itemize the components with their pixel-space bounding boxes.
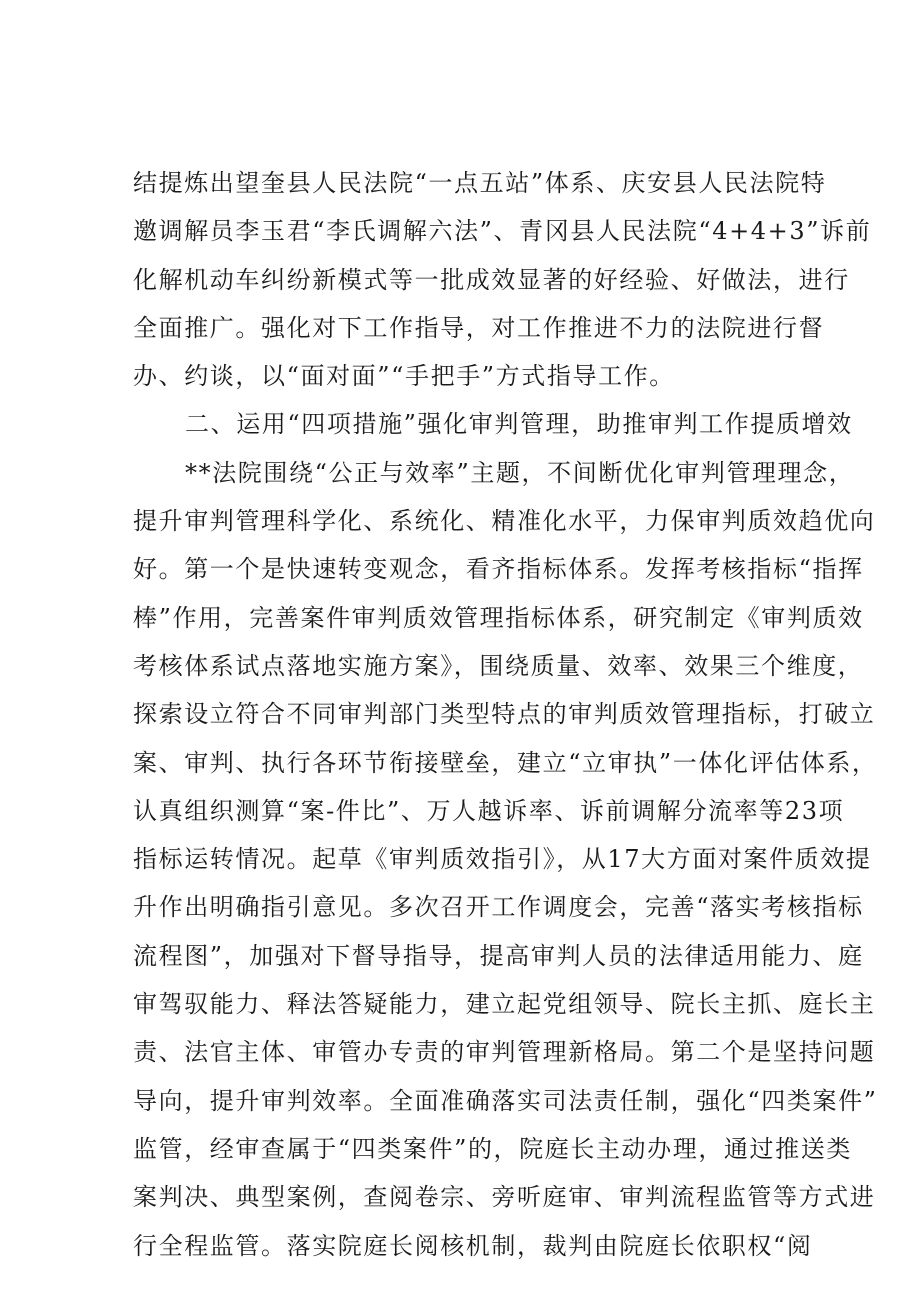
text-line: 棒”作用，完善案件审判质效管理指标体系，研究制定《审判质效 — [133, 603, 864, 632]
text-line: 邀调解员李玉君“李氏调解六法”、青冈县人民法院“4+4+3”诉前 — [133, 217, 872, 246]
text-line: 好。第一个是快速转变观念，看齐指标体系。发挥考核指标“指挥 — [133, 555, 864, 584]
text-line: 审驾驭能力、释法答疑能力，建立起党组领导、院长主抓、庭长主 — [133, 990, 876, 1019]
text-line: 探索设立符合不同审判部门类型特点的审判质效管理指标，打破立 — [133, 700, 876, 729]
section-heading: 二、运用“四项措施”强化审判管理，助推审判工作提质增效 — [185, 410, 853, 439]
text-line: 导向，提升审判效率。全面准确落实司法责任制，强化“四类案件” — [133, 1086, 878, 1115]
text-line: 全面推广。强化对下工作指导，对工作推进不力的法院进行督 — [133, 313, 825, 342]
text-line: 认真组织测算“案-件比”、万人越诉率、诉前调解分流率等23项 — [133, 796, 845, 825]
paragraph-2 — [133, 453, 878, 1274]
text-line: **法院围绕“公正与效率”主题，不间断优化审判管理理念， — [185, 458, 855, 487]
text-line: 结提炼出望奎县人民法院“一点五站”体系、庆安县人民法院特 — [133, 169, 827, 197]
text-line: 升作出明确指引意见。多次召开工作调度会，完善“落实考核指标 — [133, 893, 864, 922]
text-line: 监管，经审查属于“四类案件”的，院庭长主动办理，通过推送类 — [133, 1134, 852, 1163]
text-line: 化解机动车纠纷新模式等一批成效显著的好经验、好做法，进行 — [133, 265, 850, 294]
paragraph-1 — [133, 163, 872, 404]
document-body — [133, 163, 878, 1274]
text-line: 办、约谈，以“面对面”“手把手”方式指导工作。 — [133, 362, 675, 391]
text-line: 指标运转情况。起草《审判质效指引》，从17大方面对案件质效提 — [133, 845, 872, 874]
text-line: 责、法官主体、审管办专责的审判管理新格局。第二个是坚持问题 — [133, 1038, 876, 1067]
text-line: 流程图”，加强对下督导指导，提高审判人员的法律适用能力、庭 — [133, 941, 864, 970]
text-line: 考核体系试点落地实施方案》，围绕质量、效率、效果三个维度， — [133, 651, 864, 680]
text-line: 行全程监管。落实院庭长阅核机制，裁判由院庭长依职权“阅 — [133, 1231, 813, 1260]
text-line: 案判决、典型案例，查阅卷宗、旁听庭审、审判流程监管等方式进 — [133, 1183, 876, 1212]
text-line: 案、审判、执行各环节衔接壁垒，建立“立审执”一体化评估体系， — [133, 748, 878, 777]
text-line: 提升审判管理科学化、系统化、精准化水平，力保审判质效趋优向 — [133, 507, 876, 536]
